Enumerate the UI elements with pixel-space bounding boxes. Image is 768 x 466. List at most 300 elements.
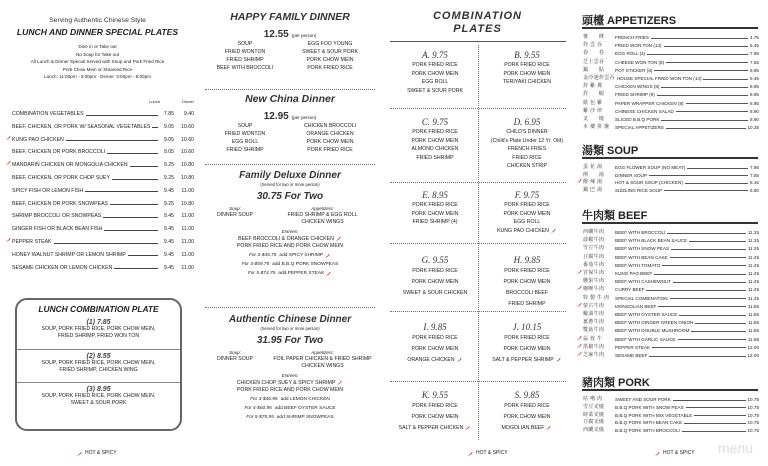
menu-item bbox=[12, 248, 194, 258]
dotted-leader bbox=[666, 128, 746, 129]
menu-item bbox=[583, 410, 759, 418]
combo-item bbox=[482, 162, 572, 171]
item-name: BEEF WITH OYSTER SAUCE bbox=[615, 312, 678, 317]
menu-item bbox=[583, 317, 759, 325]
item-price: 11.25 bbox=[747, 246, 759, 252]
combo-item-text: SALT & PEPPER CHICKEN bbox=[398, 425, 464, 431]
dotted-leader bbox=[694, 415, 745, 416]
combo-item-text: PORK CHOW MEIN bbox=[411, 279, 459, 285]
appetizer-item: FOIL PAPER CHICKEN & FRIED SHRIMP bbox=[273, 356, 372, 362]
item-price: 11.25 bbox=[747, 287, 759, 293]
soup-label: Soup: bbox=[229, 350, 241, 355]
menu-item bbox=[583, 243, 759, 251]
item-name: MANDARIN CHICKEN OR MONGOLIA CHICKEN bbox=[12, 162, 128, 169]
section-divider bbox=[205, 89, 375, 90]
dinner-price: 9.40 bbox=[183, 111, 194, 117]
menu-item bbox=[583, 98, 759, 106]
item-price: 7.55 bbox=[750, 172, 759, 178]
entree-item bbox=[200, 243, 380, 251]
item-chinese-name: 雪豆牛肉 bbox=[583, 245, 605, 252]
entree-item bbox=[200, 380, 380, 388]
menu-item bbox=[583, 122, 759, 130]
hot-spicy-legend-combos bbox=[466, 450, 508, 456]
item-chinese-name: 炸 雞 翼 bbox=[583, 83, 603, 90]
section-rule bbox=[582, 157, 758, 159]
dinner-item: PORK CHOW MEIN bbox=[306, 57, 354, 63]
chili-pepper-icon bbox=[325, 271, 331, 276]
hot-spicy-label: HOT & SPICY bbox=[85, 450, 117, 456]
chili-pepper-icon bbox=[576, 302, 582, 307]
item-price: 8.15 bbox=[750, 180, 759, 186]
combo-item bbox=[390, 137, 480, 146]
soup-block bbox=[205, 349, 265, 363]
item-name: SESAME CHICKEN OR LEMON CHICKEN bbox=[12, 264, 113, 271]
dotted-leader bbox=[664, 190, 748, 191]
item-price: 7.55 bbox=[750, 59, 759, 65]
section-header-title: BEEF bbox=[618, 210, 648, 222]
special-note: All Lunch & Dinner Special Served with Soup and Pork Fried Rice bbox=[30, 59, 165, 65]
menu-item bbox=[583, 284, 759, 292]
lunch-combo-plate bbox=[17, 382, 180, 415]
plate-contents: FRIED SHRIMP, FRIED WON TON bbox=[57, 333, 140, 339]
menu-item bbox=[12, 184, 194, 194]
combo-item-text: PORK FRIED RICE bbox=[412, 202, 458, 208]
entrees-block bbox=[200, 228, 380, 278]
combo-item-text: EGG ROLL bbox=[421, 79, 449, 85]
dinner-price: 11.00 bbox=[181, 239, 194, 245]
menu-item bbox=[583, 40, 759, 48]
dotted-leader bbox=[649, 175, 748, 176]
dotted-leader bbox=[647, 54, 748, 55]
combo-plate bbox=[482, 190, 572, 235]
combo-label: D. 6.95 bbox=[513, 117, 541, 127]
item-name: POT STICKER (8) bbox=[615, 67, 653, 73]
dotted-leader bbox=[662, 265, 745, 266]
combo-label: F. 9.75 bbox=[514, 190, 540, 200]
combo-item bbox=[482, 201, 572, 210]
combo-item bbox=[482, 344, 572, 355]
dinner-price: 10.80 bbox=[181, 175, 194, 181]
dotted-leader bbox=[679, 315, 746, 316]
chili-pepper-icon bbox=[555, 357, 561, 362]
combo-plate bbox=[390, 117, 480, 162]
item-chinese-name: 西蘭叉燒 bbox=[583, 427, 605, 434]
special-notes bbox=[0, 43, 195, 81]
item-price: 11.25 bbox=[747, 271, 759, 276]
combo-label: K. 9.55 bbox=[421, 390, 449, 400]
item-chinese-name: 春 卷 bbox=[583, 50, 605, 57]
item-name: BEEF, CHICKEN OR PORK BROCCOLI bbox=[12, 149, 106, 156]
combo-plate bbox=[482, 390, 572, 434]
section-rule bbox=[582, 389, 758, 391]
add-on-line bbox=[200, 396, 380, 404]
dinner-item: FRIED WONTON bbox=[224, 49, 266, 55]
dotted-leader bbox=[661, 120, 748, 121]
item-chinese-name: 咕 嚕 肉 bbox=[583, 396, 603, 402]
item-chinese-name: 番茄牛肉 bbox=[583, 261, 605, 268]
combo-plate bbox=[482, 117, 572, 171]
dinner-price: 11.00 bbox=[181, 251, 194, 258]
chili-pepper-icon bbox=[550, 228, 556, 233]
combo-item-text: FRIED SHRIMP (4) bbox=[412, 219, 458, 225]
menu-item bbox=[583, 342, 759, 350]
item-name: PAPER WRAPPER CHICKEN (8) bbox=[615, 100, 684, 106]
combo-plate bbox=[482, 322, 572, 366]
item-name: CHEESE WON TON (8) bbox=[615, 59, 665, 65]
lunch-price: 9.45 bbox=[163, 226, 174, 233]
item-price: 10.75 bbox=[747, 428, 759, 434]
dotted-leader bbox=[695, 323, 745, 324]
item-chinese-name: 芝士雲吞 bbox=[583, 58, 605, 65]
item-name: BEEF, CHICKEN OR PORK SNOWPEAS bbox=[12, 200, 108, 207]
item-name: PEPPER STEAK bbox=[12, 239, 52, 245]
dotted-leader bbox=[85, 191, 158, 192]
dinner-price: 31.95 For Two bbox=[256, 335, 324, 346]
add-on-line bbox=[200, 270, 380, 278]
combo-item bbox=[390, 288, 480, 299]
tagline: Serving Authentic Chinese Style bbox=[49, 17, 146, 24]
combo-plate bbox=[482, 50, 572, 87]
item-name: SHRIMP BROCCOLI OR SNOWPEAS bbox=[12, 213, 102, 220]
item-chinese-name: 咖喱牛肉 bbox=[583, 286, 605, 293]
dotted-leader bbox=[670, 298, 746, 299]
appetizer-item: FRIED SHRIMP & EGG ROLL bbox=[287, 212, 358, 218]
combo-item-text: CHICKEN STRIP bbox=[506, 163, 548, 169]
add-on-party: For 4-$59.75 bbox=[241, 262, 270, 268]
menu-item bbox=[583, 309, 759, 317]
item-price: 6.60 bbox=[750, 187, 759, 193]
item-name: BEEF WITH GINGER GREEN ONION bbox=[615, 320, 694, 326]
menu-item bbox=[12, 197, 194, 207]
item-price: 8.90 bbox=[750, 108, 759, 114]
dinner-price: 12.95 bbox=[263, 111, 289, 122]
item-price: 10.75 bbox=[747, 397, 759, 402]
item-price: 8.90 bbox=[750, 117, 759, 122]
item-chinese-name: 芝麻牛肉 bbox=[583, 352, 605, 358]
add-on-line bbox=[200, 405, 380, 413]
entree-text: PORK FRIED RICE AND PORK CHOW MEIN bbox=[236, 243, 344, 250]
item-name: DINNER SOUP bbox=[615, 172, 647, 178]
dotted-leader bbox=[128, 255, 158, 256]
combo-label: A. 9.75 bbox=[422, 50, 448, 60]
lunch-column-header: Lunch bbox=[149, 99, 160, 104]
dinner-item: EGG ROLL bbox=[231, 139, 259, 145]
combo-item-text: ALMOND CHICKEN bbox=[411, 146, 459, 152]
item-name: HONEY WALNUT SHRIMP OR LEMON SHRIMP bbox=[12, 251, 126, 258]
watermark: menu bbox=[718, 440, 754, 456]
item-name: BEEF WITH BLACK BEAN SAUCE bbox=[615, 238, 688, 244]
entrees-label: Entrees: bbox=[281, 373, 299, 378]
combo-item bbox=[482, 70, 572, 79]
section-divider bbox=[390, 182, 566, 183]
menu-item bbox=[583, 260, 759, 268]
combo-plate bbox=[390, 322, 480, 366]
item-price: 12.00 bbox=[747, 344, 759, 350]
dinner-item: BEEF WITH BROCCOLI bbox=[216, 65, 274, 71]
item-name: FRENCH FRIES bbox=[615, 35, 649, 40]
combo-item-text: (Child's Plate Under 12 Yr. Old) bbox=[490, 137, 564, 144]
combo-item-text: PORK CHOW MEIN bbox=[411, 70, 459, 77]
combination-rule bbox=[390, 41, 566, 42]
dinner-item: SOUP bbox=[237, 123, 253, 129]
combo-item-text: MOGOLIAN BEEF bbox=[501, 425, 545, 431]
item-chinese-name: 特 製 牛 肉 bbox=[583, 294, 610, 301]
chili-pepper-icon bbox=[576, 351, 582, 356]
section-header bbox=[582, 142, 638, 158]
item-price: 4.75 bbox=[750, 35, 759, 40]
plate-contents: SOUP, PORK FRIED RICE, PORK CHOW MEIN, bbox=[41, 360, 156, 366]
menu-item bbox=[583, 57, 759, 65]
combo-plate bbox=[390, 50, 480, 95]
combination-title-line1: COMBINATION bbox=[432, 10, 522, 22]
combo-item bbox=[390, 78, 480, 87]
dinner-items-right bbox=[285, 122, 375, 154]
item-chinese-name: 宮保牛肉 bbox=[583, 270, 605, 276]
item-price: 11.25 bbox=[747, 262, 759, 268]
menu-item bbox=[583, 417, 759, 425]
item-name: CHICKEN WINGS (8) bbox=[615, 84, 660, 90]
menu-item bbox=[12, 209, 194, 219]
lunch-price: 9.45 bbox=[163, 187, 174, 194]
combo-item-text: FRENCH FRIES bbox=[507, 146, 547, 152]
item-price: 8.95 bbox=[750, 84, 759, 90]
dotted-leader bbox=[658, 306, 745, 307]
price-note: (per person) bbox=[291, 33, 317, 38]
menu-item bbox=[583, 65, 759, 73]
add-on-line bbox=[200, 414, 380, 422]
dotted-leader bbox=[678, 339, 746, 340]
menu-item bbox=[583, 334, 759, 342]
combo-item bbox=[390, 218, 480, 227]
item-name: MONGOLIAN BEEF bbox=[615, 303, 657, 309]
section-divider bbox=[205, 164, 375, 165]
item-chinese-name: 本 樓 拼 盤 bbox=[583, 124, 610, 131]
lunch-combination-title: LUNCH COMBINATION PLATE bbox=[38, 304, 159, 314]
combo-label: S. 9.85 bbox=[514, 390, 540, 400]
item-chinese-name: 西蘭牛肉 bbox=[583, 229, 605, 235]
dotted-leader bbox=[666, 62, 748, 63]
combo-item-text: TERIYAKI CHICKEN bbox=[502, 79, 552, 85]
item-name: BEEF, CHICKEN, OR PORK W/ SEASONAL VEGETABLES bbox=[12, 123, 151, 130]
menu-item bbox=[583, 350, 759, 358]
combo-item bbox=[482, 355, 572, 366]
item-chinese-name: 薑蔥牛肉 bbox=[583, 319, 605, 326]
combo-item-text: PORK FRIED RICE bbox=[412, 268, 458, 274]
combo-item bbox=[390, 201, 480, 210]
section-rule bbox=[582, 27, 758, 29]
combo-item bbox=[482, 61, 572, 70]
special-note: No Soup for Take out bbox=[75, 51, 120, 57]
menu-item bbox=[583, 293, 759, 301]
dotted-leader bbox=[689, 241, 746, 242]
appetizers-label: Appetizers: bbox=[311, 350, 334, 355]
lunch-price: 9.25 bbox=[163, 200, 174, 207]
dinner-item: SWEET & SOUR PORK bbox=[302, 49, 358, 55]
item-price: 10.75 bbox=[747, 404, 759, 410]
combo-item-text: PORK FRIED RICE bbox=[504, 335, 550, 341]
combo-item-text: PORK CHOW MEIN bbox=[503, 210, 551, 217]
combo-item bbox=[482, 333, 572, 344]
menu-item bbox=[12, 158, 194, 168]
dotted-leader bbox=[664, 46, 749, 47]
combo-item bbox=[482, 277, 572, 288]
dotted-leader bbox=[112, 179, 158, 180]
add-on-line bbox=[200, 261, 380, 269]
combo-item bbox=[482, 412, 572, 423]
item-price: 12.00 bbox=[747, 353, 759, 358]
section-header bbox=[582, 207, 647, 223]
item-name: BEEF WITH TOMATO bbox=[615, 262, 661, 268]
dinner-item: SOUP bbox=[237, 41, 253, 47]
dotted-leader bbox=[657, 95, 748, 96]
item-name: COMBINATION VEGETABLES bbox=[12, 111, 84, 117]
lunch-combination-plates bbox=[17, 316, 180, 415]
dinner-items-left bbox=[205, 40, 285, 72]
combo-item bbox=[390, 61, 480, 70]
add-on-item: add BEEF OYSTER SAUCE bbox=[274, 406, 336, 412]
item-chinese-name: 蛋 花 湯 bbox=[583, 164, 603, 170]
section-rule bbox=[582, 222, 758, 224]
combo-item bbox=[482, 137, 572, 146]
appetizers-block bbox=[265, 349, 380, 370]
item-price: 10.35 bbox=[747, 125, 759, 131]
combo-item-text: PORK CHOW MEIN bbox=[411, 346, 459, 352]
menu-item bbox=[12, 261, 194, 271]
item-chinese-name: 蠔油牛肉 bbox=[583, 311, 605, 317]
section-divider bbox=[390, 381, 566, 382]
dinner-item: FRIED SHRIMP bbox=[226, 147, 264, 153]
chili-pepper-icon bbox=[76, 451, 82, 456]
dotted-leader bbox=[152, 127, 158, 128]
menu-item bbox=[12, 222, 194, 232]
item-chinese-name: 鍋 貼 bbox=[583, 66, 605, 73]
menu-item bbox=[583, 89, 759, 97]
dinner-price: 30.75 For Two bbox=[256, 191, 324, 202]
menu-item bbox=[583, 32, 759, 40]
item-chinese-name: 炸 蝦 bbox=[583, 91, 605, 98]
combo-item bbox=[482, 266, 572, 277]
item-chinese-name: 時菜叉燒 bbox=[583, 411, 605, 418]
combo-item-text: PORK FRIED RICE bbox=[504, 62, 550, 68]
appetizer-item: CHICKEN WINGS bbox=[301, 363, 344, 369]
dotted-leader bbox=[103, 217, 158, 218]
chili-pepper-icon bbox=[336, 380, 342, 385]
menu-item bbox=[12, 133, 194, 143]
item-name: SIZZLING RICE SOUP bbox=[615, 187, 663, 193]
add-on-line bbox=[200, 252, 380, 260]
lunch-combination-box bbox=[15, 298, 182, 431]
dotted-leader bbox=[691, 331, 746, 332]
section-header-title: APPETIZERS bbox=[607, 15, 677, 27]
item-name: SPICY FISH OR LEMON FISH bbox=[12, 187, 84, 194]
add-on-party: For 3-$45.75 bbox=[248, 253, 277, 259]
dotted-leader bbox=[682, 431, 746, 432]
dinner-item: EGG FOO YOUNG bbox=[307, 41, 353, 47]
lunch-price: 9.45 bbox=[163, 264, 174, 271]
combo-label: E. 8.95 bbox=[422, 190, 448, 200]
add-on-party: For 5-$74.75 bbox=[247, 271, 276, 277]
dotted-leader bbox=[649, 356, 745, 357]
combo-item-text: PORK FRIED RICE bbox=[412, 335, 458, 341]
appetizers-block bbox=[265, 205, 380, 226]
combo-item-text: KUNG PAO CHICKEN bbox=[497, 227, 549, 234]
plate-number-price: (1) 7.85 bbox=[86, 319, 111, 326]
item-chinese-name: 豆腐叉燒 bbox=[583, 419, 605, 426]
item-price: 11.25 bbox=[747, 254, 759, 260]
item-name: BEEF WITH CASHEWNUT bbox=[615, 279, 671, 285]
chili-pepper-icon bbox=[576, 343, 582, 348]
combo-item bbox=[482, 210, 572, 219]
item-price: 11.55 bbox=[747, 312, 759, 317]
item-price: 11.55 bbox=[747, 303, 759, 309]
lunch-price: 7.85 bbox=[163, 111, 174, 117]
item-name: CHINESE CHICKEN SALAD bbox=[615, 108, 674, 114]
item-price: 6.45 bbox=[750, 43, 759, 49]
combination-title-line2: PLATES bbox=[453, 23, 502, 35]
chili-pepper-icon bbox=[5, 237, 11, 242]
item-chinese-name: 黑椒牛肉 bbox=[583, 343, 605, 350]
dotted-leader bbox=[686, 103, 748, 104]
combo-item bbox=[390, 344, 480, 355]
item-price: 11.55 bbox=[747, 336, 759, 342]
item-price: 10.75 bbox=[747, 420, 759, 426]
item-price: 10.75 bbox=[747, 412, 759, 418]
combo-item bbox=[482, 288, 572, 299]
combo-item bbox=[390, 145, 480, 154]
lunch-price: 9.45 bbox=[163, 239, 174, 245]
combo-item-text: PORK CHOW MEIN bbox=[503, 279, 551, 285]
section-divider bbox=[390, 243, 566, 244]
dotted-leader bbox=[673, 400, 746, 401]
item-name: HOT & SOUR SOUP (CHICKEN) bbox=[615, 180, 683, 186]
item-name: B.B.Q PORK WITH BEAN CAKE bbox=[615, 420, 683, 426]
entree-item bbox=[200, 236, 380, 244]
dotted-leader bbox=[86, 115, 158, 116]
dinner-price: 10.60 bbox=[181, 123, 194, 130]
item-price: 8.95 bbox=[750, 67, 759, 73]
item-name: B.B.Q PORK WITH BROCCOLI bbox=[615, 428, 680, 434]
chili-pepper-icon bbox=[335, 236, 341, 241]
item-price: 8.95 bbox=[750, 92, 759, 98]
hot-spicy-legend bbox=[75, 450, 117, 456]
item-name: FRIED SHRIMP (8) bbox=[615, 92, 655, 98]
dotted-leader bbox=[673, 282, 746, 283]
dinner-item: PORK CHOW MEIN bbox=[306, 139, 354, 145]
add-on-party: For 4-$60.95 bbox=[244, 406, 272, 412]
plate-contents: SOUP, PORK FRIED RICE, PORK CHOW MEIN, bbox=[41, 326, 156, 332]
dinner-item: ORANGE CHICKEN bbox=[306, 131, 354, 137]
price-note: (per person) bbox=[291, 115, 317, 120]
chili-pepper-icon bbox=[467, 451, 473, 456]
lunch-price: 9.25 bbox=[163, 175, 174, 181]
section-divider bbox=[205, 307, 375, 308]
hot-spicy-label: HOT & SPICY bbox=[476, 450, 508, 456]
section-header bbox=[582, 374, 650, 390]
lunch-price: 9.45 bbox=[163, 213, 174, 220]
item-name: KUNG PAO BEEF bbox=[615, 271, 653, 276]
chili-pepper-icon bbox=[654, 451, 660, 456]
plate-contents: FRIED SHRIMP, CHICKEN WING bbox=[59, 367, 138, 373]
appetizer-item: CHICKEN WINGS bbox=[301, 219, 344, 225]
item-name: B.B.Q PORK WITH MIX VEGETABLE bbox=[615, 412, 693, 418]
menu-item bbox=[583, 81, 759, 89]
plate-number-price: (2) 8.55 bbox=[86, 353, 111, 360]
item-price: 11.25 bbox=[747, 230, 759, 235]
special-note: Pork Chow Mein or Steamed Rice bbox=[62, 66, 133, 72]
dinner-price: 10.60 bbox=[181, 136, 194, 143]
entree-item bbox=[200, 387, 380, 395]
combo-label: H. 9.85 bbox=[513, 255, 541, 265]
